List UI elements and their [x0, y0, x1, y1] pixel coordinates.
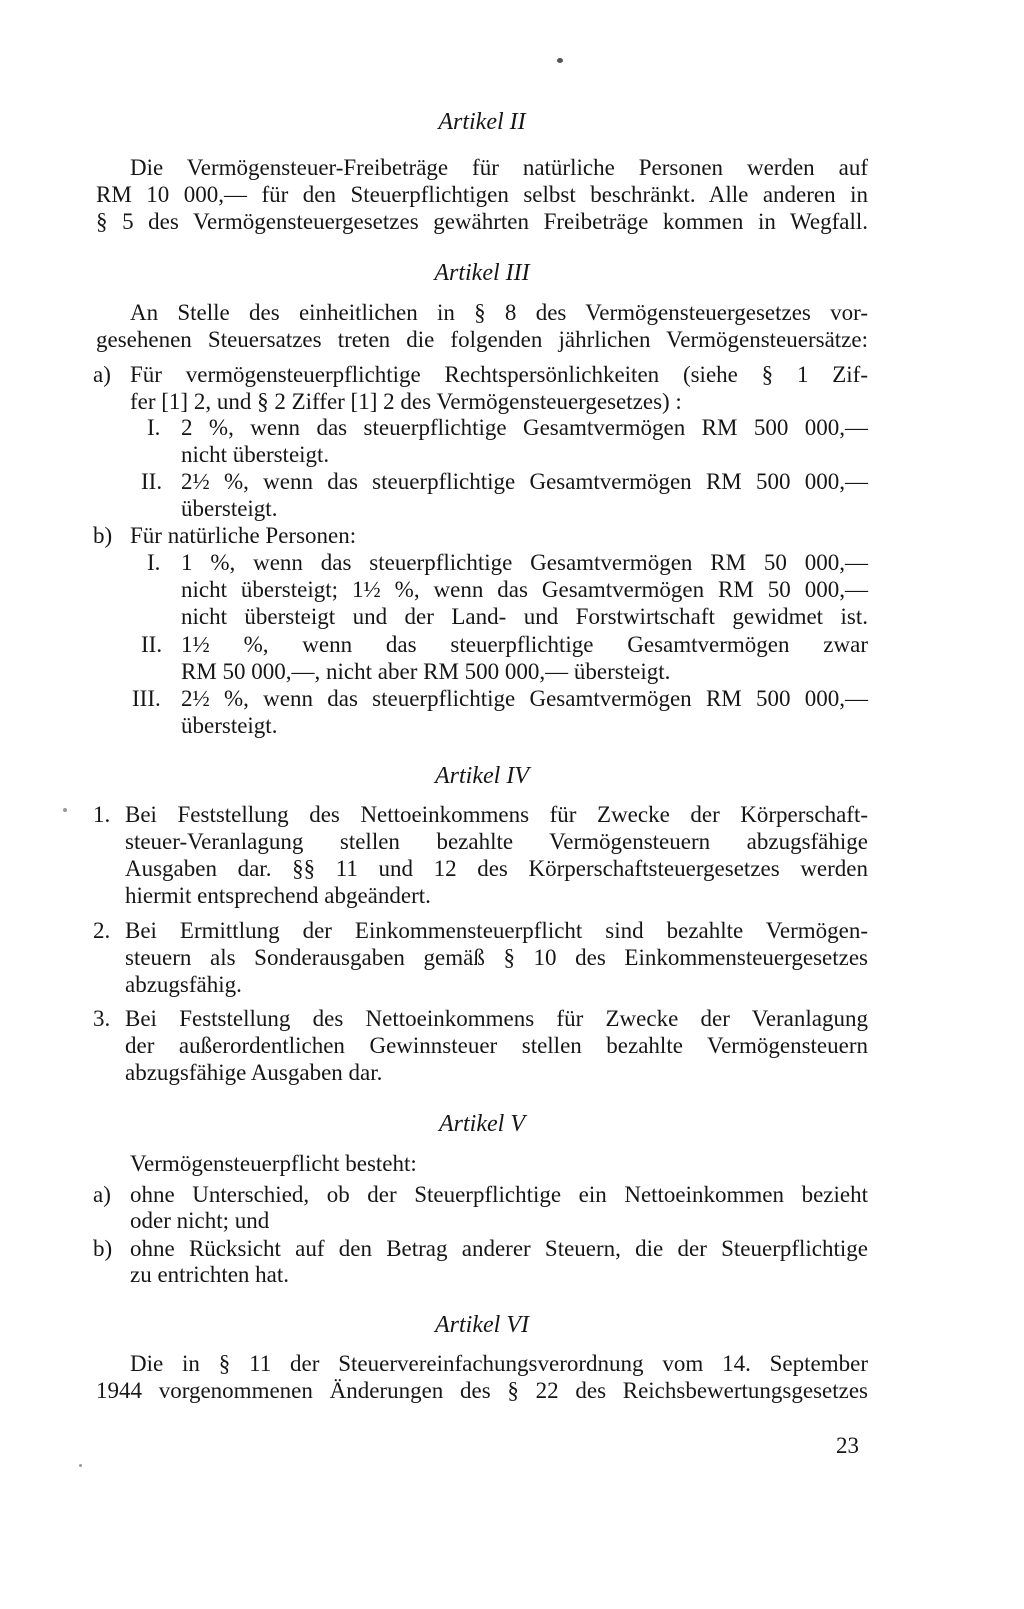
artikel-4-item-1-line: Ausgaben dar. §§ 11 und 12 des Körperschaftsteuergesetzes werden — [125, 856, 868, 881]
artikel-6-heading: Artikel VI — [435, 1312, 529, 1338]
artikel-4-item-1-num: 1. — [93, 802, 111, 827]
artikel-4-heading: Artikel IV — [435, 763, 529, 789]
artikel-3-a-sub-1-num: I. — [147, 415, 161, 440]
artikel-5-item-a-line: ohne Unterschied, ob der Steuerpflichtige ein Nettoeinkommen bezieht — [130, 1182, 868, 1207]
artikel-3-a-sub-2-line: übersteigt. — [181, 496, 278, 521]
artikel-4-item-3-num: 3. — [93, 1006, 111, 1031]
artikel-4-item-1-line: steuer-Veranlagung stellen bezahlte Vermögensteuern abzugsfähige — [125, 829, 868, 854]
scan-speck — [79, 1464, 82, 1467]
artikel-3-b-sub-2-num: II. — [141, 632, 163, 657]
artikel-4-item-1-line: hiermit entsprechend abgeändert. — [125, 883, 431, 908]
artikel-3-b-sub-3-line: 2½ %, wenn das steuerpflichtige Gesamtvermögen RM 500 000,— — [181, 686, 868, 711]
artikel-5-item-b-line: ohne Rücksicht auf den Betrag anderer Steuern, die der Steuerpflichtige — [130, 1236, 868, 1261]
artikel-5-item-a-line: oder nicht; und — [130, 1208, 270, 1233]
artikel-3-b-sub-1-line: 1 %, wenn das steuerpflichtige Gesamtvermögen RM 50 000,— — [181, 550, 868, 575]
artikel-3-item-a-label: a) — [93, 362, 111, 387]
artikel-5-item-b-line: zu entrichten hat. — [130, 1262, 290, 1287]
artikel-4-item-3-line: der außerordentlichen Gewinnsteuer stellen bezahlte Vermögensteuern — [125, 1033, 868, 1058]
artikel-3-a-sub-2-num: II. — [141, 469, 163, 494]
scan-speck — [63, 808, 67, 812]
artikel-6-line: 1944 vorgenommenen Änderungen des § 22 des Reichsbewertungsgesetzes — [96, 1378, 868, 1403]
artikel-4-item-2-num: 2. — [93, 918, 111, 943]
artikel-4-item-2-line: steuern als Sonderausgaben gemäß § 10 des Einkommensteuergesetzes — [125, 945, 868, 970]
artikel-2-line: RM 10 000,— für den Steuerpflichtigen selbst beschränkt. Alle anderen in — [96, 182, 868, 207]
artikel-3-item-b-line: Für natürliche Personen: — [130, 523, 357, 548]
artikel-5-heading: Artikel V — [439, 1111, 525, 1137]
artikel-3-b-sub-1-line: nicht übersteigt und der Land- und Forstwirtschaft gewidmet ist. — [181, 604, 868, 629]
artikel-3-item-a-line: fer [1] 2, und § 2 Ziffer [1] 2 des Vermögensteuergesetzes) : — [130, 389, 682, 414]
artikel-6-line: Die in § 11 der Steuervereinfachungsverordnung vom 14. September — [130, 1351, 868, 1376]
artikel-2-line: § 5 des Vermögensteuergesetzes gewährten Freibeträge kommen in Wegfall. — [96, 209, 868, 234]
artikel-3-heading: Artikel III — [434, 260, 530, 286]
page-number: 23 — [836, 1433, 859, 1458]
artikel-3-a-sub-1-line: nicht übersteigt. — [181, 442, 330, 467]
artikel-4-item-2-line: abzugsfähig. — [125, 972, 242, 997]
scan-speck — [557, 58, 563, 63]
artikel-4-item-1-line: Bei Feststellung des Nettoeinkommens für Zwecke der Körperschaft- — [125, 802, 868, 827]
artikel-3-b-sub-2-line: 1½ %, wenn das steuerpflichtige Gesamtvermögen zwar — [181, 632, 868, 657]
artikel-5-item-b-label: b) — [93, 1236, 113, 1261]
artikel-3-b-sub-3-num: III. — [132, 686, 161, 711]
artikel-3-b-sub-1-line: nicht übersteigt; 1½ %, wenn das Gesamtvermögen RM 50 000,— — [181, 577, 868, 602]
artikel-3-a-sub-1-line: 2 %, wenn das steuerpflichtige Gesamtvermögen RM 500 000,— — [181, 415, 868, 440]
artikel-3-b-sub-2-line: RM 50 000,—, nicht aber RM 500 000,— übersteigt. — [181, 659, 671, 684]
artikel-3-b-sub-1-num: I. — [147, 550, 161, 575]
artikel-3-item-a-line: Für vermögensteuerpflichtige Rechtspersönlichkeiten (siehe § 1 Zif- — [130, 362, 868, 387]
artikel-4-item-3-line: Bei Feststellung des Nettoeinkommens für Zwecke der Veranlagung — [125, 1006, 868, 1031]
artikel-3-a-sub-2-line: 2½ %, wenn das steuerpflichtige Gesamtvermögen RM 500 000,— — [181, 469, 868, 494]
artikel-2-heading: Artikel II — [438, 109, 526, 135]
artikel-3-b-sub-3-line: übersteigt. — [181, 713, 278, 738]
artikel-5-item-a-label: a) — [93, 1182, 111, 1207]
artikel-3-intro-line: An Stelle des einheitlichen in § 8 des Vermögensteuergesetzes vor- — [130, 300, 868, 325]
artikel-2-line: Die Vermögensteuer-Freibeträge für natürliche Personen werden auf — [130, 155, 868, 180]
artikel-4-item-2-line: Bei Ermittlung der Einkommensteuerpflicht sind bezahlte Vermögen- — [125, 918, 868, 943]
artikel-3-item-b-label: b) — [93, 523, 113, 548]
artikel-4-item-3-line: abzugsfähige Ausgaben dar. — [125, 1060, 383, 1085]
artikel-3-intro-line: gesehenen Steuersatzes treten die folgenden jährlichen Vermögensteuersätze: — [96, 327, 868, 352]
artikel-5-intro: Vermögensteuerpflicht besteht: — [130, 1151, 417, 1176]
